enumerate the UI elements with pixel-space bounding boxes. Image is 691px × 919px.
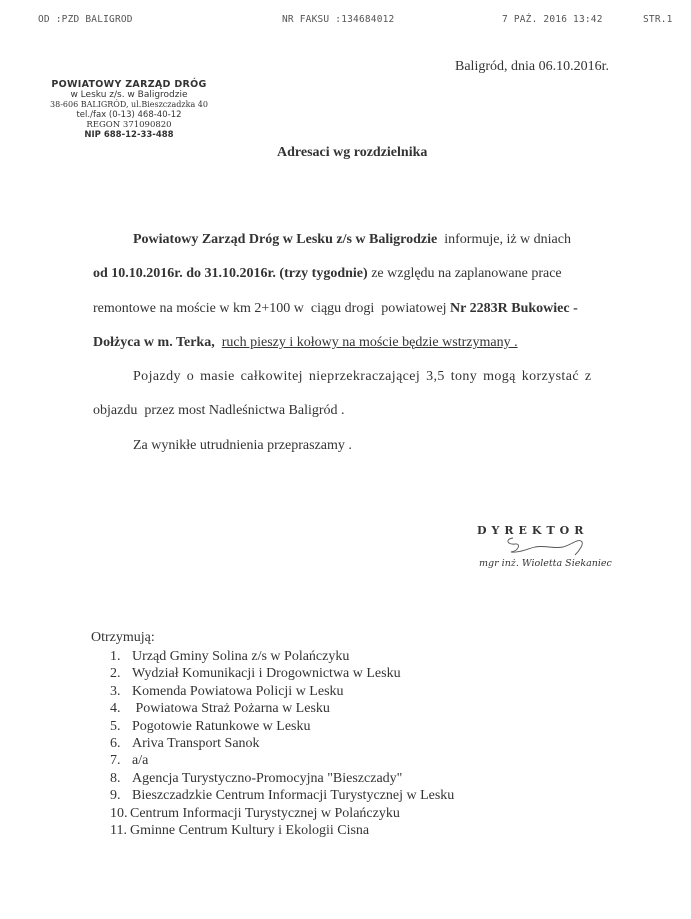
org-name-bold: Powiatowy Zarząd Dróg w Lesku z/s w Baligrodzie	[133, 232, 438, 247]
reason-text: ze względu na zaplanowane prace	[367, 266, 562, 281]
fax-page-number: STR.1	[643, 14, 673, 25]
list-item: 8. Agencja Turystyczno-Promocyjna "Bieszczady"	[110, 770, 403, 786]
signature-title: DYREKTOR	[477, 524, 589, 537]
addressees-heading: Adresaci wg rozdzielnika	[277, 145, 428, 160]
signatory-name: mgr inż. Wioletta Siekaniec	[479, 558, 612, 569]
fax-datetime: 7 PAŹ. 2016 13:42	[502, 14, 603, 25]
list-item: 5. Pogotowie Ratunkowe w Lesku	[110, 718, 311, 734]
stamp-location: w Lesku z/s. w Baligrodzie	[70, 90, 188, 100]
list-item: 9. Bieszczadzkie Centrum Informacji Turystycznej w Lesku	[110, 788, 455, 804]
list-item: 3. Komenda Powiatowa Policji w Lesku	[110, 683, 344, 699]
stamp-address: 38-606 BALIGRÓD, ul.Bieszczadzka 40	[50, 100, 208, 109]
recipients-label: Otrzymują:	[91, 630, 155, 645]
fax-number: NR FAKSU :134684012	[282, 14, 395, 25]
traffic-closure-notice: ruch pieszy i kołowy na moście będzie wstrzymany .	[221, 335, 518, 350]
list-item: 11. Gminne Centrum Kultury i Ekologii Cisna	[110, 822, 370, 838]
road-number-bold: Nr 2283R Bukowiec -	[450, 301, 578, 316]
body-line-3	[93, 301, 578, 317]
body-line-4	[93, 335, 518, 351]
stamp-org-name: POWIATOWY ZARZĄD DRÓG	[51, 79, 207, 90]
body-line-1	[133, 232, 571, 248]
informs-text: informuje, iż w dniach	[437, 232, 571, 247]
works-text: remontowe na moście w km 2+100 w ciągu drogi powiatowej	[93, 301, 451, 316]
apology-text: Za wynikłe utrudnienia przepraszamy .	[133, 438, 352, 453]
list-item: 1. Urząd Gminy Solina z/s w Polańczyku	[110, 649, 350, 664]
fax-sender: OD :PZD BALIGROD	[38, 14, 133, 25]
body-line-2	[93, 266, 562, 282]
list-item: 2. Wydział Komunikacji i Drogownictwa w Lesku	[110, 666, 401, 682]
detour-line-1: Pojazdy o masie całkowitej nieprzekraczającej 3,5 tony mogą korzystać z	[133, 369, 592, 384]
stamp-regon: REGON 371090820	[86, 120, 172, 130]
date-range-bold: od 10.10.2016r. do 31.10.2016r. (trzy tygodnie)	[93, 266, 368, 281]
list-item: 6. Ariva Transport Sanok	[110, 735, 260, 751]
organization-stamp	[44, 80, 214, 140]
handwritten-signature-icon	[505, 535, 600, 557]
location-bold: Dołżyca w m. Terka,	[93, 335, 215, 350]
stamp-nip: NIP 688-12-33-488	[84, 130, 174, 140]
stamp-phone: tel./fax (0-13) 468-40-12	[76, 110, 182, 120]
recipients-list	[110, 648, 454, 839]
list-item: 7. a/a	[110, 753, 149, 769]
list-item: 10. Centrum Informacji Turystycznej w Polańczyku	[110, 805, 400, 821]
place-date: Baligród, dnia 06.10.2016r.	[455, 59, 609, 74]
list-item: 4. Powiatowa Straż Pożarna w Lesku	[110, 701, 330, 717]
detour-line-2: objazdu przez most Nadleśnictwa Baligród .	[93, 403, 345, 418]
